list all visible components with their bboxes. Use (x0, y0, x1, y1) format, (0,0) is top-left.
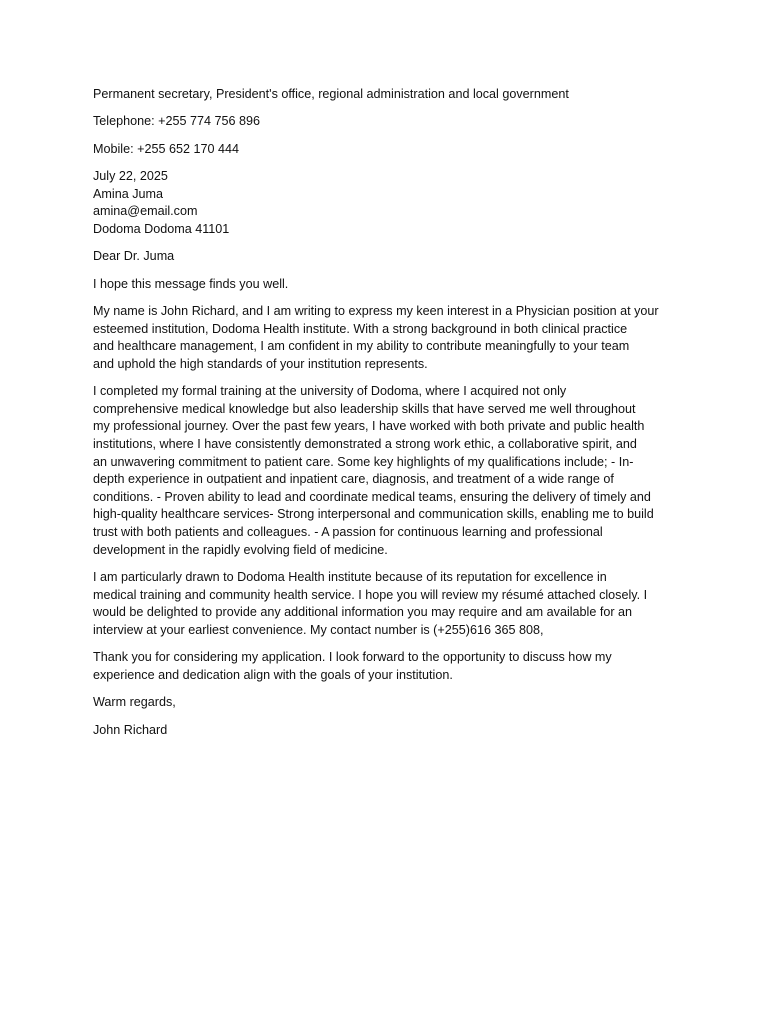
opening-line: I hope this message finds you well. (93, 276, 289, 291)
text-line: an unwavering commitment to patient care. Some key highlights of my qualifications include; - In- (93, 454, 634, 469)
text-line: I am particularly drawn to Dodoma Health institute because of its reputation for excellence in (93, 570, 607, 585)
text-line: trust with both patients and colleagues. - A passion for continuous learning and professional (93, 525, 603, 540)
text-line: would be delighted to provide any additional information you may require and am available for an (93, 605, 633, 620)
text-line: experience and dedication align with the goals of your institution. (93, 667, 453, 682)
text-line: and healthcare management, I am confident in my ability to contribute meaningfully to your team (93, 339, 630, 354)
addressee-name: Amina Juma (93, 186, 163, 201)
addressee-email: amina@email.com (93, 204, 198, 219)
text-line: depth experience in outpatient and inpatient care, diagnosis, and treatment of a wide range of (93, 472, 614, 487)
address-block (93, 168, 683, 238)
text-line: my professional journey. Over the past few years, I have worked with both private and public health (93, 419, 645, 434)
closing-line: Warm regards, (93, 695, 176, 710)
text-line: conditions. - Proven ability to lead and coordinate medical teams, ensuring the delivery of timely and (93, 489, 651, 504)
text-line: comprehensive medical knowledge but also leadership skills that have served me well throughout (93, 401, 636, 416)
body-paragraph-4 (93, 649, 683, 684)
text-line: Thank you for considering my application. I look forward to the opportunity to discuss how my (93, 650, 612, 665)
text-line: institutions, where I have consistently demonstrated a strong work ethic, a collaborative spirit, and (93, 437, 637, 452)
text-line: medical training and community health service. I hope you will review my résumé attached closely. I (93, 587, 648, 602)
body-paragraph-3 (93, 569, 683, 639)
body-paragraph-1 (93, 303, 683, 373)
text-line: development in the rapidly evolving field of medicine. (93, 542, 388, 557)
mobile-line: Mobile: +255 652 170 444 (93, 141, 239, 156)
text-line: My name is John Richard, and I am writing to express my keen interest in a Physician position at your (93, 304, 659, 319)
telephone-line: Telephone: +255 774 756 896 (93, 114, 261, 129)
text-line: I completed my formal training at the university of Dodoma, where I acquired not only (93, 384, 567, 399)
signature-name: John Richard (93, 722, 168, 737)
text-line: interview at your earliest convenience. My contact number is (+255)616 365 808, (93, 622, 544, 637)
letter-body (93, 86, 683, 739)
letter-date: July 22, 2025 (93, 169, 168, 184)
text-line: and uphold the high standards of your institution represents. (93, 356, 428, 371)
text-line: high-quality healthcare services- Strong interpersonal and communication skills, enabling me to build (93, 507, 654, 522)
body-paragraph-2 (93, 383, 683, 559)
recipient-office: Permanent secretary, President's office, regional administration and local government (93, 87, 569, 101)
salutation: Dear Dr. Juma (93, 249, 175, 264)
addressee-city: Dodoma Dodoma 41101 (93, 221, 230, 236)
text-line: esteemed institution, Dodoma Health institute. With a strong background in both clinical practice (93, 321, 628, 336)
